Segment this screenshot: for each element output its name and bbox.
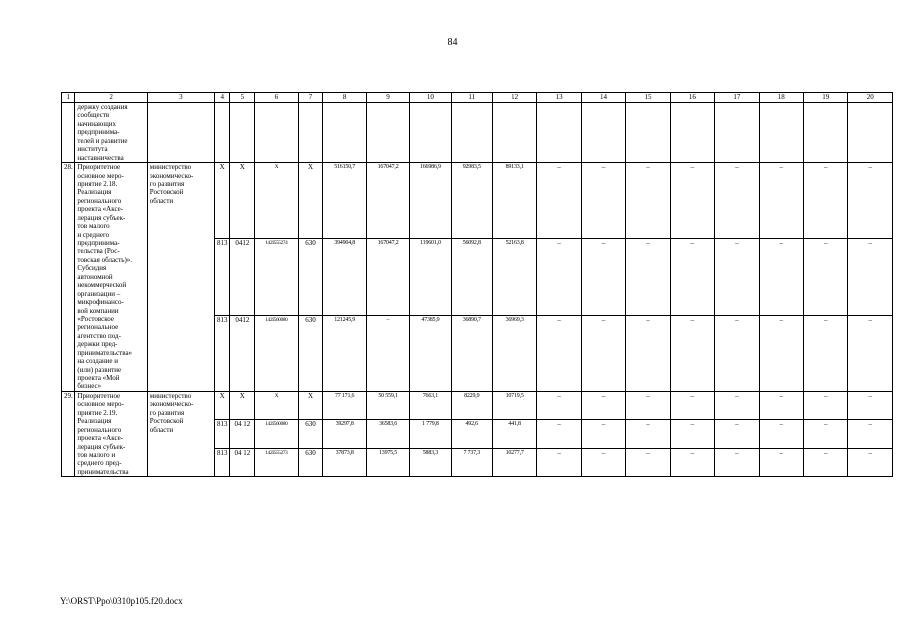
activity-name-cell-line: проекта «Мой xyxy=(77,374,120,382)
table-row xyxy=(62,391,893,419)
executor-cell-line: области xyxy=(149,196,174,205)
empty-cell xyxy=(670,103,714,163)
column-header-18: 18 xyxy=(759,93,803,103)
grbs-cell: Х xyxy=(214,163,230,239)
activity-name-cell-line: агентство под- xyxy=(77,331,121,340)
activity-name-cell-line: региональное xyxy=(77,323,119,332)
empty-cell xyxy=(255,103,298,163)
activity-name-cell-line: микрофинансо- xyxy=(77,298,124,307)
table-body xyxy=(62,93,893,477)
expense-type-cell: Х xyxy=(298,391,323,419)
year-amount-cell: – xyxy=(537,448,581,476)
year-amount-cell: 1 779,8 xyxy=(410,420,451,448)
page-number: 84 xyxy=(447,37,458,48)
grbs-cell: 813 xyxy=(214,420,230,448)
grbs-cell: 813 xyxy=(214,239,230,315)
total-amount-cell: 39297,8 xyxy=(323,420,366,448)
year-amount-cell: – xyxy=(537,420,581,448)
activity-name-cell-line: приятие 2.18. xyxy=(77,179,118,188)
column-header-9: 9 xyxy=(366,93,409,103)
column-header-3: 3 xyxy=(147,93,214,103)
activity-name-cell-line: предпринима- xyxy=(77,239,120,247)
year-amount-cell: – xyxy=(670,163,714,239)
year-amount-cell: – xyxy=(848,163,893,239)
activity-name-cell-line: (или) развитие xyxy=(77,365,122,374)
section-cell: Х xyxy=(230,163,255,239)
column-header-13: 13 xyxy=(537,93,581,103)
year-amount-cell: – xyxy=(759,315,803,391)
year-amount-cell: – xyxy=(626,163,670,239)
year-amount-cell: 8229,9 xyxy=(451,391,492,419)
executor-cell xyxy=(147,391,214,476)
target-article-cell: 142I560080 xyxy=(255,315,298,391)
year-amount-cell: 36583,6 xyxy=(366,420,409,448)
year-amount-cell: – xyxy=(366,315,409,391)
year-amount-cell: 441,8 xyxy=(492,420,536,448)
empty-cell xyxy=(366,103,409,163)
activity-name-cell-line: приятие 2.19. xyxy=(77,408,118,417)
activity-name-cell-line: держки пред- xyxy=(77,340,118,349)
year-amount-cell: 47385,9 xyxy=(410,315,451,391)
activity-name-cell-line: Реализация xyxy=(77,417,112,426)
expense-type-cell: 630 xyxy=(298,448,323,476)
activity-name-cell-line: Субсидия xyxy=(77,264,107,273)
column-header-10: 10 xyxy=(410,93,451,103)
year-amount-cell: – xyxy=(670,448,714,476)
year-amount-cell: – xyxy=(670,239,714,315)
activity-name-cell-line: тов малого xyxy=(77,222,110,231)
empty-cell xyxy=(715,103,759,163)
year-amount-cell: – xyxy=(759,420,803,448)
year-amount-cell: – xyxy=(581,391,625,419)
year-amount-cell: 13975,5 xyxy=(366,448,409,476)
year-amount-cell: – xyxy=(848,239,893,315)
expense-type-cell: 630 xyxy=(298,239,323,315)
activity-name-cell-line: организации – xyxy=(77,289,121,298)
year-amount-cell: 10719,5 xyxy=(492,391,536,419)
executor-cell-line: Ростовской xyxy=(149,417,184,426)
executor-cell-line: экономическо- xyxy=(149,400,194,409)
year-amount-cell: – xyxy=(803,239,847,315)
year-amount-cell: – xyxy=(759,448,803,476)
activity-name-cell-line: института xyxy=(77,145,108,154)
year-amount-cell: 56092,8 xyxy=(451,239,492,315)
year-amount-cell: 166986,9 xyxy=(410,163,451,239)
activity-name-cell-line: товская область)». xyxy=(77,255,133,264)
year-amount-cell: – xyxy=(715,420,759,448)
activity-name-cell-line: среднего пред- xyxy=(77,459,122,468)
executor-cell-line: го развития xyxy=(149,179,185,188)
activity-name-cell-line: лерация субъек- xyxy=(77,442,126,451)
activity-name-cell-line: регионального xyxy=(77,425,122,434)
section-cell: 04 12 xyxy=(230,448,255,476)
column-header-1: 1 xyxy=(62,93,75,103)
total-amount-cell: 37873,8 xyxy=(323,448,366,476)
activity-name-cell-line: принимательства xyxy=(77,467,129,476)
row-number-cell: 29. xyxy=(62,391,75,476)
year-amount-cell: – xyxy=(581,448,625,476)
activity-name-cell-line: Реализация xyxy=(77,188,112,197)
activity-name-cell-line: основное меро- xyxy=(77,171,124,180)
year-amount-cell: 50 559,1 xyxy=(366,391,409,419)
empty-cell xyxy=(759,103,803,163)
header-row xyxy=(62,93,893,103)
activity-name-cell-line: вой компании xyxy=(77,306,119,315)
total-amount-cell: 77 171,6 xyxy=(323,391,366,419)
year-amount-cell: – xyxy=(670,391,714,419)
activity-name-cell-line: Приоритетное xyxy=(77,391,121,400)
year-amount-cell: – xyxy=(715,315,759,391)
empty-cell xyxy=(626,103,670,163)
continuation-row xyxy=(62,103,893,163)
section-cell: 0412 xyxy=(230,239,255,315)
column-header-2: 2 xyxy=(75,93,147,103)
activity-name-cell-line: наставничества xyxy=(77,153,124,162)
year-amount-cell: – xyxy=(581,315,625,391)
activity-name-cell-line: некоммерческой xyxy=(77,281,127,290)
year-amount-cell: – xyxy=(715,391,759,419)
year-amount-cell: – xyxy=(581,420,625,448)
column-header-12: 12 xyxy=(492,93,536,103)
row-number-cell: 28. xyxy=(62,163,75,392)
activity-name-cell-line: Приоритетное xyxy=(77,163,121,172)
executor-cell-line: экономическо- xyxy=(149,171,194,180)
column-header-17: 17 xyxy=(715,93,759,103)
empty-cell xyxy=(803,103,847,163)
budget-table xyxy=(61,92,893,477)
year-amount-cell: – xyxy=(848,420,893,448)
year-amount-cell: – xyxy=(759,239,803,315)
year-amount-cell: – xyxy=(803,315,847,391)
year-amount-cell: – xyxy=(581,163,625,239)
year-amount-cell: 89133,1 xyxy=(492,163,536,239)
year-amount-cell: – xyxy=(803,163,847,239)
executor-cell-line: Ростовской xyxy=(149,188,184,197)
year-amount-cell: – xyxy=(759,163,803,239)
activity-name-cell-line: сообществ xyxy=(77,111,110,120)
activity-name-cell-line: «Ростовское xyxy=(77,314,114,323)
activity-name-cell-line: держку создания xyxy=(77,103,128,111)
executor-cell-line: области xyxy=(149,425,174,434)
year-amount-cell: 7 737,3 xyxy=(451,448,492,476)
column-header-15: 15 xyxy=(626,93,670,103)
year-amount-cell: 36890,7 xyxy=(451,315,492,391)
activity-name-cell-line: основное меро- xyxy=(77,400,124,409)
year-amount-cell: – xyxy=(715,163,759,239)
activity-name-cell xyxy=(75,163,147,392)
section-cell: 0412 xyxy=(230,315,255,391)
year-amount-cell: 5883,3 xyxy=(410,448,451,476)
year-amount-cell: – xyxy=(715,239,759,315)
grbs-cell: 813 xyxy=(214,315,230,391)
empty-cell xyxy=(298,103,323,163)
grbs-cell: 813 xyxy=(214,448,230,476)
year-amount-cell: – xyxy=(626,391,670,419)
empty-cell xyxy=(230,103,255,163)
year-amount-cell: – xyxy=(803,448,847,476)
year-amount-cell: – xyxy=(803,420,847,448)
empty-cell xyxy=(147,103,214,163)
year-amount-cell: – xyxy=(626,420,670,448)
activity-name-cell xyxy=(75,391,147,476)
empty-cell xyxy=(451,103,492,163)
executor-cell-line: министерство xyxy=(149,391,192,400)
activity-name-cell-line: автономной xyxy=(77,272,113,281)
year-amount-cell: – xyxy=(715,448,759,476)
activity-name-cell-line: предпринима- xyxy=(77,128,120,137)
year-amount-cell: – xyxy=(848,391,893,419)
table-row xyxy=(62,163,893,239)
target-article-cell: 142I555274 xyxy=(255,239,298,315)
activity-name-cell-line: и среднего xyxy=(77,230,110,239)
activity-name-cell-line: телей и развитие xyxy=(77,136,128,145)
activity-name-cell-line: на создание и xyxy=(77,357,119,366)
target-article-cell: 142I555273 xyxy=(255,448,298,476)
column-header-16: 16 xyxy=(670,93,714,103)
expense-type-cell: Х xyxy=(298,163,323,239)
year-amount-cell: 7663,1 xyxy=(410,391,451,419)
target-article-cell: 142I560080 xyxy=(255,420,298,448)
activity-name-cell-line: проекта «Аксе- xyxy=(77,434,124,443)
activity-name-cell xyxy=(75,103,147,163)
column-header-5: 5 xyxy=(230,93,255,103)
year-amount-cell: 119601,0 xyxy=(410,239,451,315)
year-amount-cell: 492,6 xyxy=(451,420,492,448)
year-amount-cell: – xyxy=(670,315,714,391)
empty-cell xyxy=(848,103,893,163)
year-amount-cell: – xyxy=(537,163,581,239)
year-amount-cell: 167047,2 xyxy=(366,163,409,239)
year-amount-cell: 167047,2 xyxy=(366,239,409,315)
activity-name-cell-line: проекта «Аксе- xyxy=(77,205,124,214)
column-header-8: 8 xyxy=(323,93,366,103)
empty-cell xyxy=(537,103,581,163)
year-amount-cell: – xyxy=(626,315,670,391)
footer-file-path: Y:\ORST\Ppo\0310p105.f20.docx xyxy=(60,596,183,606)
column-header-19: 19 xyxy=(803,93,847,103)
column-header-6: 6 xyxy=(255,93,298,103)
activity-name-cell-line: принимательства» xyxy=(77,348,133,357)
executor-cell xyxy=(147,163,214,392)
target-article-cell: Х xyxy=(255,163,298,239)
empty-cell xyxy=(323,103,366,163)
column-header-7: 7 xyxy=(298,93,323,103)
year-amount-cell: – xyxy=(626,239,670,315)
column-header-4: 4 xyxy=(214,93,230,103)
executor-cell-line: го развития xyxy=(149,408,185,417)
year-amount-cell: 36969,3 xyxy=(492,315,536,391)
year-amount-cell: – xyxy=(626,448,670,476)
expense-type-cell: 630 xyxy=(298,315,323,391)
year-amount-cell: 92983,5 xyxy=(451,163,492,239)
activity-name-cell-line: бизнес» xyxy=(77,382,102,391)
year-amount-cell: – xyxy=(848,315,893,391)
year-amount-cell: – xyxy=(537,315,581,391)
activity-name-cell-line: начинающих xyxy=(77,119,116,128)
activity-name-cell-line: регионального xyxy=(77,196,122,205)
year-amount-cell: – xyxy=(537,239,581,315)
year-amount-cell: – xyxy=(537,391,581,419)
total-amount-cell: 394904,8 xyxy=(323,239,366,315)
section-cell: 04 12 xyxy=(230,420,255,448)
empty-cell xyxy=(492,103,536,163)
expense-type-cell: 630 xyxy=(298,420,323,448)
empty-cell xyxy=(581,103,625,163)
row-number-cell xyxy=(62,103,75,163)
year-amount-cell: – xyxy=(581,239,625,315)
total-amount-cell: 516150,7 xyxy=(323,163,366,239)
year-amount-cell: – xyxy=(759,391,803,419)
section-cell: Х xyxy=(230,391,255,419)
total-amount-cell: 121245,9 xyxy=(323,315,366,391)
executor-cell-line: министерство xyxy=(149,163,192,172)
year-amount-cell: 52163,8 xyxy=(492,239,536,315)
year-amount-cell: – xyxy=(670,420,714,448)
column-header-20: 20 xyxy=(848,93,893,103)
year-amount-cell: 10277,7 xyxy=(492,448,536,476)
target-article-cell: Х xyxy=(255,391,298,419)
grbs-cell: Х xyxy=(214,391,230,419)
year-amount-cell: – xyxy=(803,391,847,419)
empty-cell xyxy=(410,103,451,163)
empty-cell xyxy=(214,103,230,163)
activity-name-cell-line: тельства (Рос- xyxy=(77,247,120,256)
activity-name-cell-line: тов малого и xyxy=(77,450,116,459)
year-amount-cell: – xyxy=(848,448,893,476)
column-header-11: 11 xyxy=(451,93,492,103)
activity-name-cell-line: лерация субъек- xyxy=(77,213,126,222)
column-header-14: 14 xyxy=(581,93,625,103)
